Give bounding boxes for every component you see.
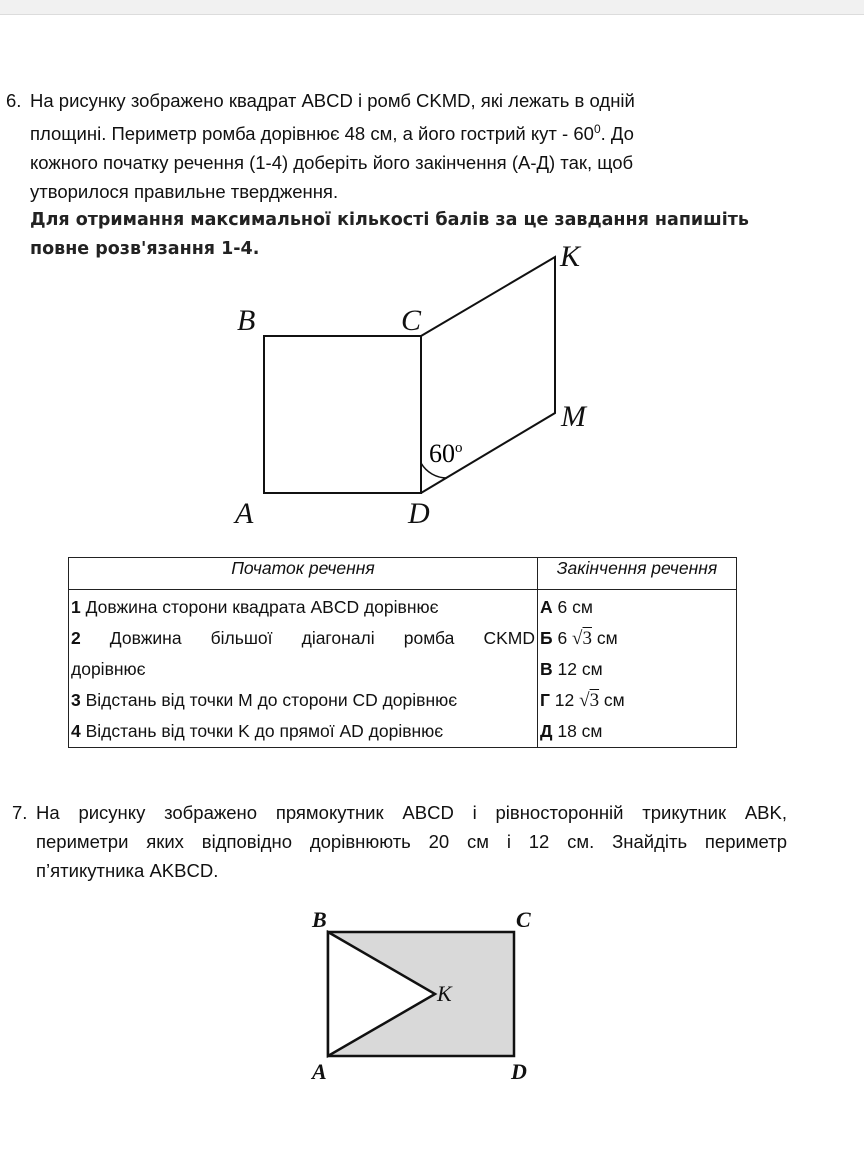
start-3: 3 Відстань від точки M до сторони CD дорівнює bbox=[71, 690, 458, 710]
sqrt-symbol: √3 bbox=[572, 628, 592, 649]
task7-line-1: 7. На рисунку зображено прямокутник ABCD і рівносторонній трикутник ABK, bbox=[12, 798, 787, 827]
ending-a: А 6 см bbox=[540, 597, 593, 617]
task6-bold-line-1: Для отримання максимальної кількості балів за це завдання напишіть bbox=[30, 210, 749, 231]
task7-number: 7. bbox=[12, 802, 28, 823]
task6-line-3: кожного початку речення (1-4) доберіть його закінчення (А-Д) так, щоб bbox=[30, 152, 634, 174]
ending-v: В 12 см bbox=[540, 659, 603, 679]
sentence-starts bbox=[69, 590, 538, 748]
label-d7: D bbox=[511, 1059, 527, 1084]
label-c7: C bbox=[516, 907, 531, 932]
task6-bold-line-2: повне розв'язання 1-4. bbox=[30, 239, 260, 260]
label-k7: K bbox=[437, 981, 452, 1006]
label-a7: A bbox=[312, 1059, 327, 1084]
square-abcd bbox=[264, 336, 421, 493]
matching-table bbox=[68, 557, 737, 748]
task-7 bbox=[12, 798, 787, 885]
label-d: D bbox=[408, 497, 430, 530]
task6-line-2: площині. Периметр ромба дорівнює 48 см, а його гострий кут - $60^0$. До bbox=[30, 122, 634, 145]
sqrt-symbol: √3 bbox=[579, 690, 600, 711]
task7-line-3: п’ятикутника AKBCD. bbox=[36, 860, 219, 881]
task6-number: 6. bbox=[6, 90, 22, 111]
ending-d: Д 18 см bbox=[540, 721, 603, 741]
label-k: K bbox=[560, 240, 581, 273]
ending-b: Б 6 √3 см bbox=[540, 628, 618, 649]
square-rhombus-figure bbox=[220, 240, 620, 540]
label-a: A bbox=[235, 497, 254, 530]
degree-sign: 0 bbox=[593, 122, 601, 136]
table-header-end: Закінчення речення bbox=[538, 558, 737, 590]
rectangle-triangle-figure bbox=[300, 905, 560, 1090]
start-2-cont: дорівнює bbox=[71, 659, 146, 679]
ending-g: Г 12 √3 см bbox=[540, 690, 625, 711]
task7-line-2: периметри яких відповідно дорівнюють 20 см і 12 см. Знайдіть периметр bbox=[36, 831, 787, 852]
table-header-start: Початок речення bbox=[69, 558, 538, 590]
task-6 bbox=[6, 86, 782, 264]
sentence-endings bbox=[538, 590, 737, 748]
label-m: M bbox=[561, 400, 586, 433]
label-c: C bbox=[401, 304, 422, 337]
angle-label: 60$^o$ bbox=[429, 439, 463, 468]
label-b7: B bbox=[312, 907, 327, 932]
start-1: 1 Довжина сторони квадрата ABCD дорівнює bbox=[71, 597, 439, 617]
start-4: 4 Відстань від точки K до прямої AD дорівнює bbox=[71, 721, 444, 741]
start-2: 2 Довжина більшої діагоналі ромба CKMD bbox=[71, 628, 535, 648]
top-bar bbox=[0, 0, 864, 15]
label-b: B bbox=[237, 304, 256, 337]
task6-line-1: 6. На рисунку зображено квадрат ABCD і ромб CKMD, які лежать в одній bbox=[6, 86, 782, 115]
task6-line-4: утворилося правильне твердження. bbox=[30, 181, 339, 203]
